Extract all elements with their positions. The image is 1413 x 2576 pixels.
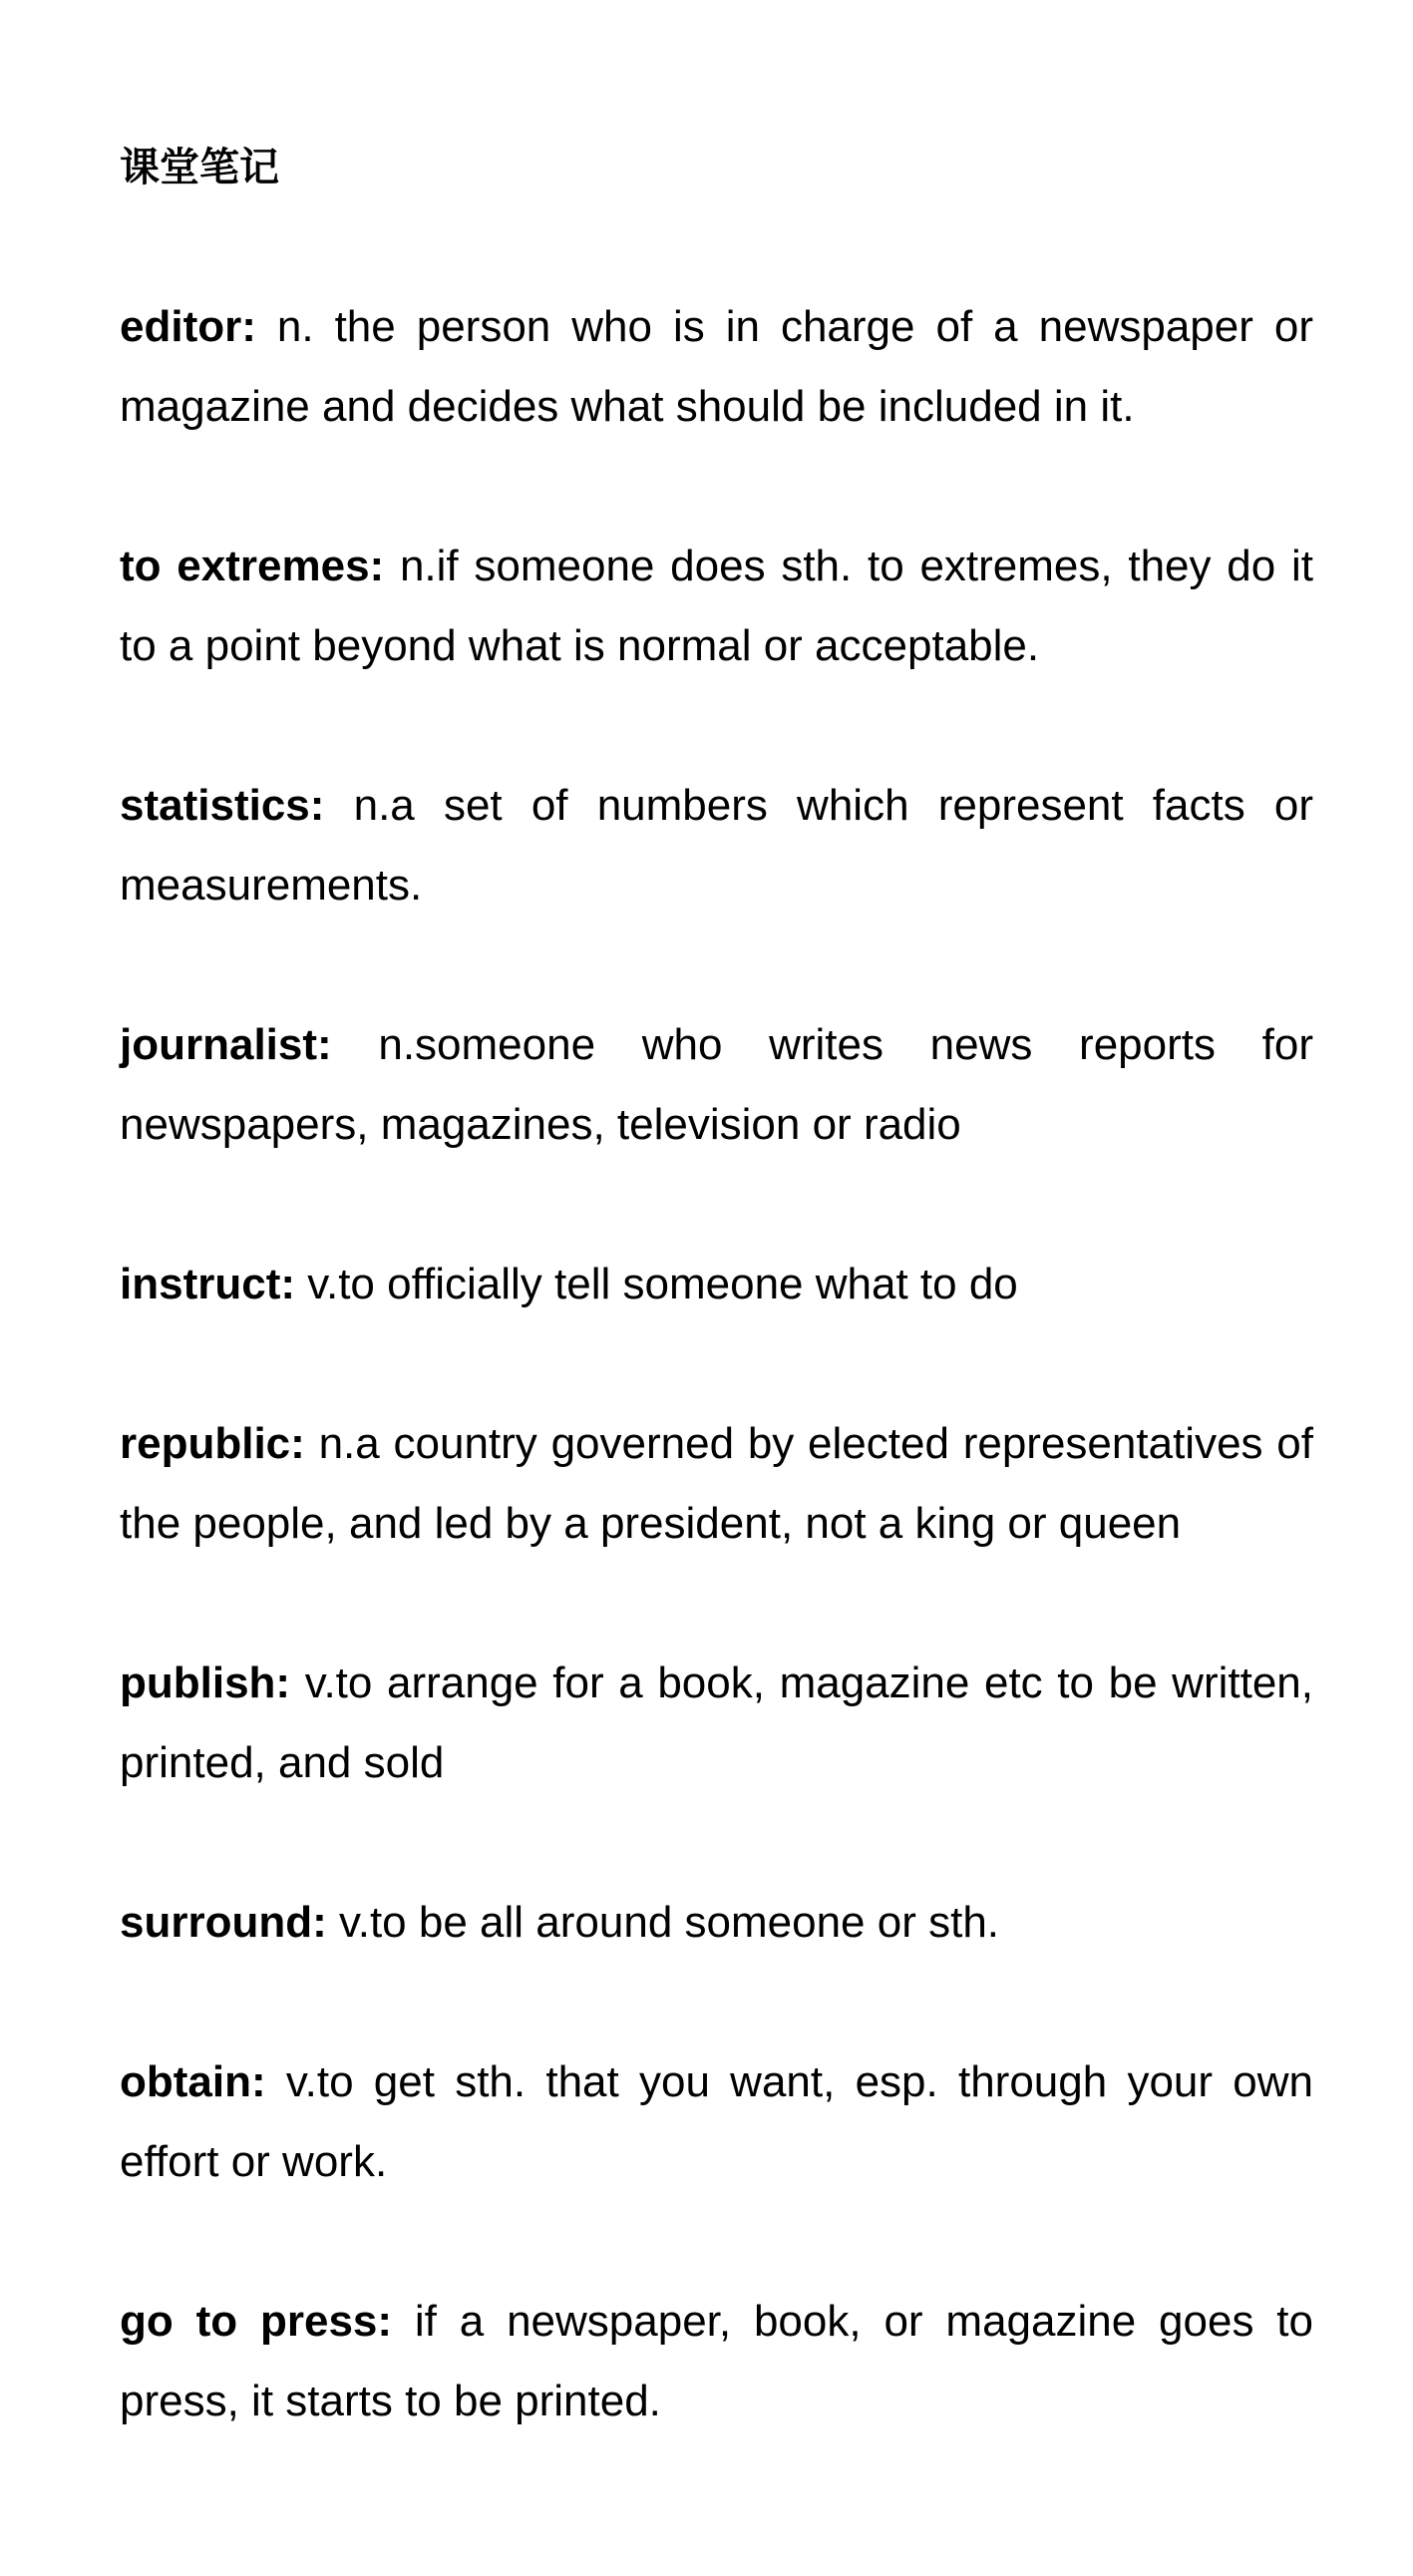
entry-term: republic: bbox=[120, 1419, 305, 1468]
vocabulary-list bbox=[120, 287, 1313, 2441]
vocabulary-entry bbox=[120, 527, 1313, 686]
entry-definition: v.to be all around someone or sth. bbox=[339, 1898, 1000, 1947]
entry-definition: v.to get sth. that you want, esp. through your own effort or work. bbox=[120, 2057, 1313, 2186]
entry-term: editor: bbox=[120, 302, 256, 351]
vocabulary-entry bbox=[120, 766, 1313, 925]
entry-definition: v.to officially tell someone what to do bbox=[307, 1260, 1018, 1308]
page-title: 课堂笔记 bbox=[120, 145, 279, 190]
vocabulary-entry bbox=[120, 1644, 1313, 1803]
entry-definition: v.to arrange for a book, magazine etc to be written, printed, and sold bbox=[120, 1658, 1313, 1787]
vocabulary-entry bbox=[120, 1245, 1313, 1324]
entry-definition: n.a set of numbers which represent facts or measurements. bbox=[120, 781, 1314, 910]
entry-term: instruct: bbox=[120, 1260, 295, 1308]
entry-term: statistics: bbox=[120, 781, 325, 830]
vocabulary-entry bbox=[120, 287, 1313, 447]
entry-definition: n.a country governed by elected representatives of the people, and led by a president, not a king or queen bbox=[120, 1419, 1313, 1548]
entry-term: go to press: bbox=[120, 2297, 393, 2346]
entry-term: to extremes: bbox=[120, 542, 385, 590]
entry-definition: if a newspaper, book, or magazine goes to press, it starts to be printed. bbox=[120, 2297, 1313, 2425]
entry-term: publish: bbox=[120, 1658, 291, 1707]
entry-definition: n.if someone does sth. to extremes, they do it to a point beyond what is normal or acceptable. bbox=[120, 542, 1313, 670]
entry-term: obtain: bbox=[120, 2057, 266, 2106]
vocabulary-entry bbox=[120, 2042, 1313, 2202]
entry-definition: n.someone who writes news reports for newspapers, magazines, television or radio bbox=[120, 1020, 1313, 1149]
vocabulary-entry bbox=[120, 2282, 1313, 2441]
vocabulary-entry bbox=[120, 1404, 1313, 1564]
entry-term: journalist: bbox=[120, 1020, 332, 1069]
vocabulary-entry bbox=[120, 1883, 1313, 1963]
vocabulary-entry bbox=[120, 1005, 1313, 1165]
entry-definition: n. the person who is in charge of a newspaper or magazine and decides what should be included in it. bbox=[120, 302, 1313, 431]
entry-term: surround: bbox=[120, 1898, 327, 1947]
